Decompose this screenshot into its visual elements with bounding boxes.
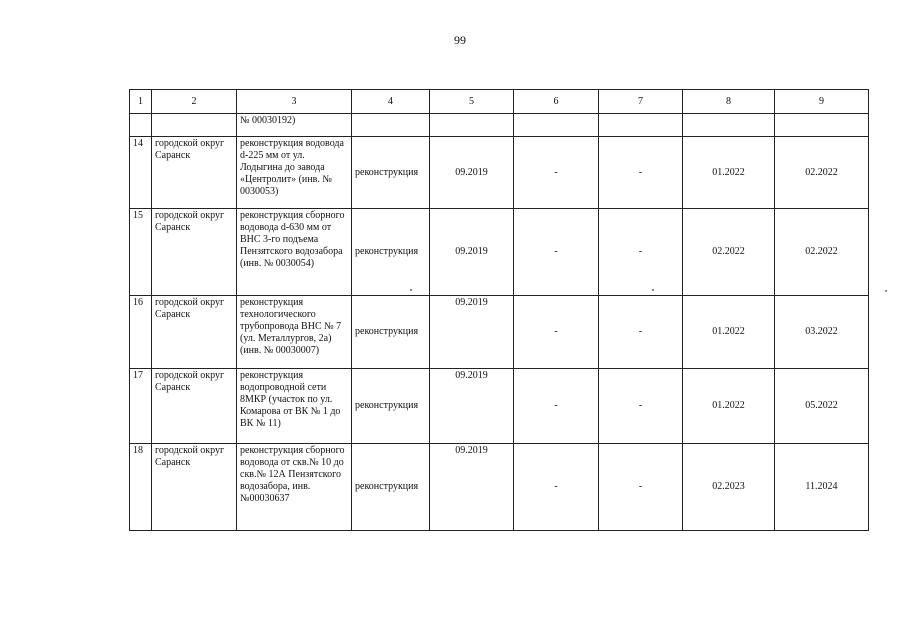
row-col6: - — [514, 209, 599, 296]
header-cell-8: 8 — [683, 90, 775, 114]
table-row — [130, 137, 869, 209]
row-col7: - — [599, 137, 683, 209]
row-object: реконструкция сборного водовода d-630 мм от ВНС 3-го подъема Пензятского водозабора (инв. № 0030054) — [237, 209, 352, 296]
row-col8: 02.2022 — [683, 209, 775, 296]
table-row — [130, 209, 869, 296]
row-district: городской округ Саранск — [152, 209, 237, 296]
table-row — [130, 444, 869, 531]
row-type: реконструкция — [352, 137, 430, 209]
table-row — [130, 296, 869, 369]
row-object: реконструкция водопроводной сети 8МКР (участок по ул. Комарова от ВК № 1 до ВК № 11) — [237, 369, 352, 444]
row-col5: 09.2019 — [430, 444, 514, 531]
row-type: реконструкция — [352, 444, 430, 531]
row-col5: 09.2019 — [430, 137, 514, 209]
row-col8: 01.2022 — [683, 137, 775, 209]
row-col8: 01.2022 — [683, 296, 775, 369]
row-object: реконструкция технологического трубопровода ВНС № 7 (ул. Металлургов, 2а) (инв. № 00030007) — [237, 296, 352, 369]
row-district: городской округ Саранск — [152, 444, 237, 531]
row-number: 15 — [130, 209, 152, 296]
scan-speck — [885, 290, 887, 292]
header-cell-4: 4 — [352, 90, 430, 114]
data-table — [129, 89, 869, 531]
scan-speck — [652, 289, 654, 291]
header-cell-6: 6 — [514, 90, 599, 114]
row-type: реконструкция — [352, 369, 430, 444]
row-number: 18 — [130, 444, 152, 531]
scan-speck — [410, 289, 412, 291]
row-col6: - — [514, 444, 599, 531]
header-cell-3: 3 — [237, 90, 352, 114]
row-col9: 11.2024 — [775, 444, 869, 531]
row-col9: 05.2022 — [775, 369, 869, 444]
header-cell-5: 5 — [430, 90, 514, 114]
row-col9: 02.2022 — [775, 209, 869, 296]
page-number: 99 — [454, 33, 466, 47]
row-col5: 09.2019 — [430, 296, 514, 369]
row-col6: - — [514, 137, 599, 209]
row-col5: 09.2019 — [430, 369, 514, 444]
row-object: реконструкция водовода d-225 мм от ул. Лодыгина до завода «Центролит» (инв. № 0030053) — [237, 137, 352, 209]
row-type: реконструкция — [352, 209, 430, 296]
row-district: городской округ Саранск — [152, 369, 237, 444]
header-cell-9: 9 — [775, 90, 869, 114]
row-number: 17 — [130, 369, 152, 444]
header-cell-7: 7 — [599, 90, 683, 114]
row-col6: - — [514, 369, 599, 444]
row-col9: 02.2022 — [775, 137, 869, 209]
row-col8: 01.2022 — [683, 369, 775, 444]
row-col7: - — [599, 209, 683, 296]
row-object: реконструкция сборного водовода от скв.№ 10 до скв.№ 12А Пензятского водозабора, инв. №00030637 — [237, 444, 352, 531]
row-district: городской округ Саранск — [152, 296, 237, 369]
row-col7: - — [599, 296, 683, 369]
row-number: 16 — [130, 296, 152, 369]
header-row — [130, 90, 869, 114]
row-col5: 09.2019 — [430, 209, 514, 296]
header-cell-1: 1 — [130, 90, 152, 114]
table-row — [130, 369, 869, 444]
header-cell-2: 2 — [152, 90, 237, 114]
row-type: реконструкция — [352, 296, 430, 369]
row-col8: 02.2023 — [683, 444, 775, 531]
row-col7: - — [599, 444, 683, 531]
continuation-text: № 00030192) — [237, 114, 352, 137]
row-col7: - — [599, 369, 683, 444]
continuation-row — [130, 114, 869, 137]
row-district: городской округ Саранск — [152, 137, 237, 209]
row-col6: - — [514, 296, 599, 369]
row-number: 14 — [130, 137, 152, 209]
row-col9: 03.2022 — [775, 296, 869, 369]
